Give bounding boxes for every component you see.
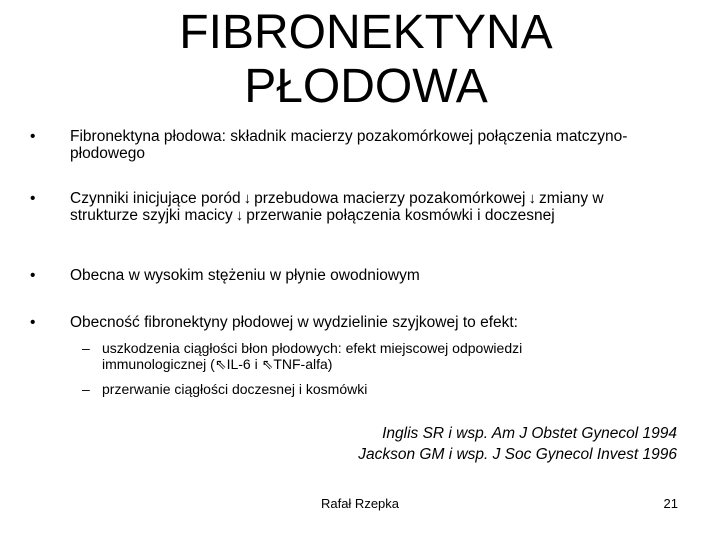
arrow-down-icon: ↓	[528, 190, 536, 207]
bullet-text-part: Czynniki inicjujące poród	[70, 190, 241, 207]
sub-bullet-marker: –	[82, 340, 90, 356]
bullet-text: Obecna w wysokim stężeniu w płynie owodniowym	[70, 267, 420, 284]
reference-item: Inglis SR i wsp. Am J Obstet Gynecol 1994	[382, 425, 677, 442]
page-number: 21	[663, 496, 678, 511]
references	[358, 423, 677, 465]
sub-bullet-text	[102, 340, 622, 372]
bullet-text: Obecność fibronektyny płodowej w wydzielinie szyjkowej to efekt:	[70, 314, 518, 331]
bullet-text	[70, 190, 670, 224]
slide-title	[0, 6, 720, 114]
sub-bullet-text-part: TNF-alfa)	[273, 356, 333, 372]
bullet-marker: •	[30, 267, 36, 284]
arrow-down-icon: ↓	[235, 207, 244, 224]
sub-bullet-marker: –	[82, 381, 90, 397]
sub-bullet-text-part: uszkodzenia ciągłości błon płodowych: efekt miejscowej odpowiedzi immunologicznej (	[102, 340, 523, 372]
bullet-marker: •	[30, 190, 36, 207]
sub-bullet-text: przerwanie ciągłości doczesnej i kosmówki	[102, 381, 368, 397]
footer-author: Rafał Rzepka	[320, 496, 400, 511]
slide-title-line1: FIBRONEKTYNA	[179, 6, 553, 59]
arrow-down-icon: ↓	[243, 190, 252, 207]
bullet-text: Fibronektyna płodowa: składnik macierzy pozakomórkowej połączenia matczyno-płodowego	[70, 128, 628, 162]
reference-item: Jackson GM i wsp. J Soc Gynecol Invest 1996	[358, 446, 677, 463]
bullet-text-part: przerwanie połączenia kosmówki i doczesnej	[246, 207, 555, 224]
bullet-marker: •	[30, 314, 36, 331]
bullet-marker: •	[30, 128, 36, 145]
slide-title-line2: PŁODOWA	[244, 60, 488, 113]
sub-bullet-text-part: IL-6 i	[226, 356, 262, 372]
arrow-up-left-icon: ⇖	[261, 356, 274, 372]
bullet-text-part: przebudowa macierzy pozakomórkowej	[254, 190, 526, 207]
bullet-text-part: zmiany w strukturze szyjki macicy	[70, 190, 604, 224]
arrow-up-left-icon: ⇖	[214, 356, 227, 372]
